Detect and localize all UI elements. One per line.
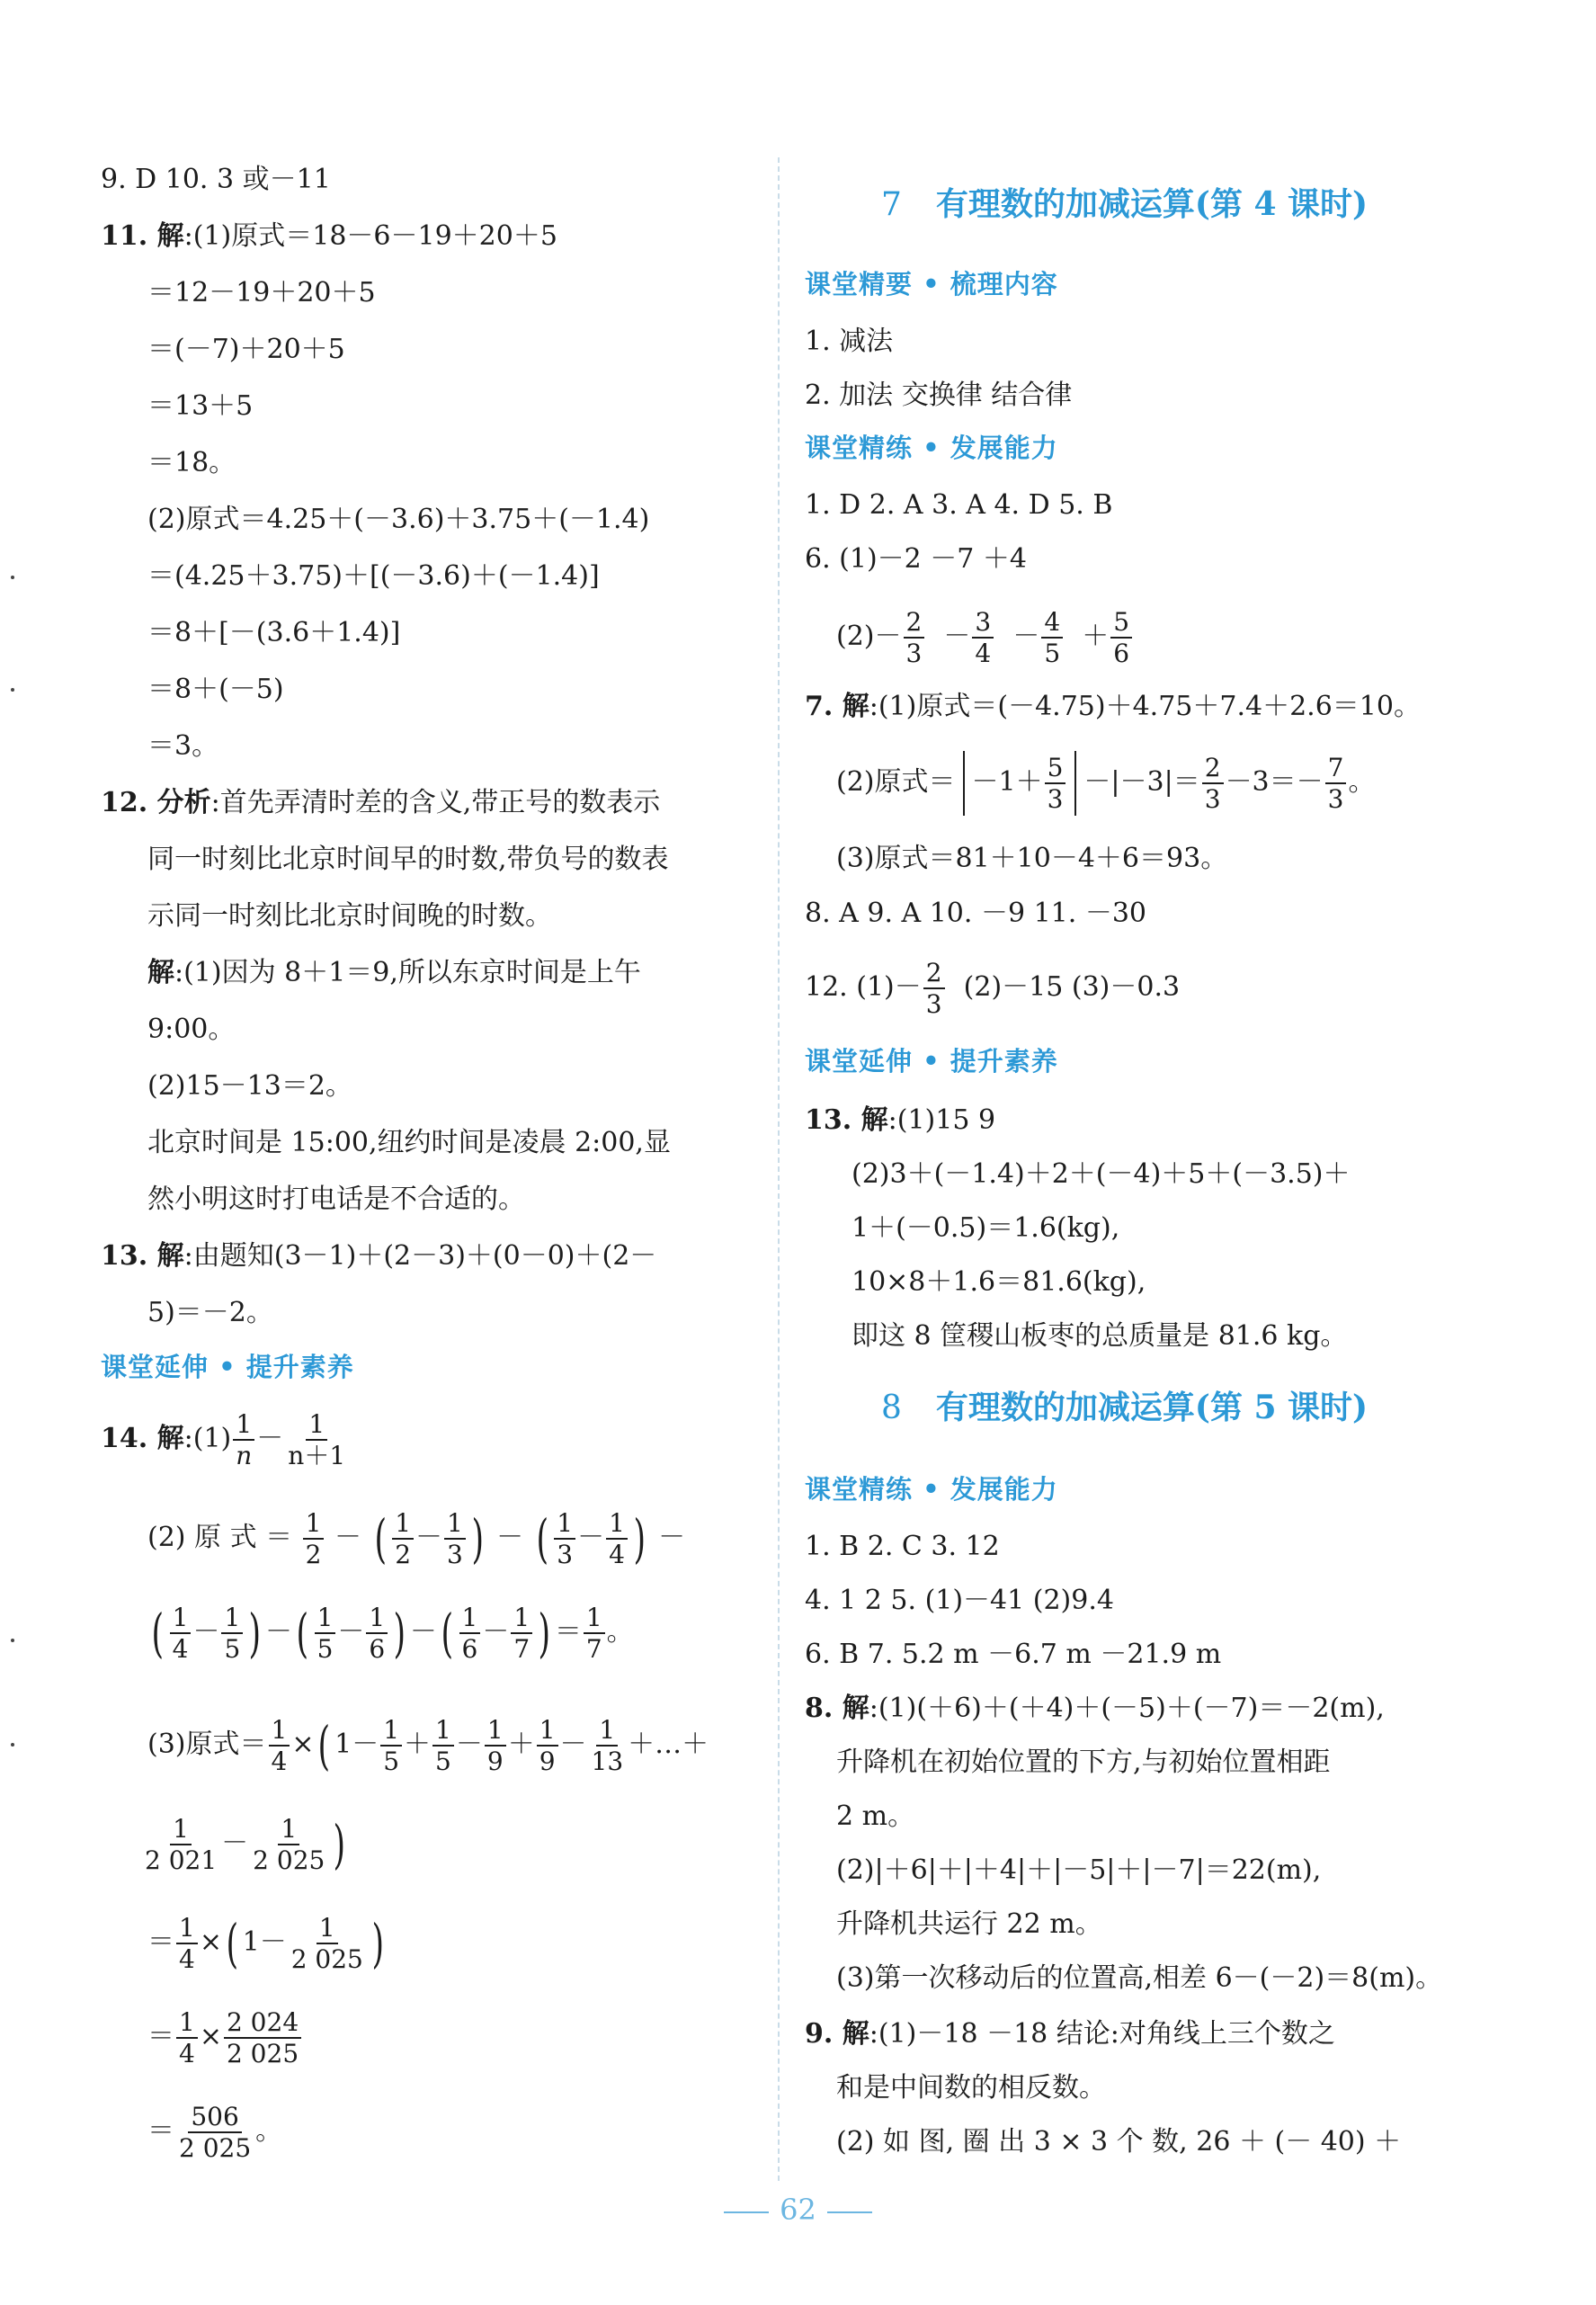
fraction: $\frac{1}{4}$ — [176, 1915, 198, 1973]
fraction: $\frac{2}{3}$ — [1202, 755, 1224, 813]
q14-part2: (2) 原 式 ＝ $\frac{1}{2}$ － ( $\frac{1}{2}$ － $\frac{1}{3}$ ) － ( $\frac{1}{3}$ － $\frac{1}{4}$ ) － — [147, 1507, 686, 1569]
q14-part3: ＝ $\frac{1}{4}$ × $\frac{2 024}{2 025}$ — [147, 2001, 303, 2073]
fraction: $\frac{506}{2 025}$ — [179, 2101, 252, 2163]
q11-step: ＝(4.25＋3.75)＋[(－3.6)＋(－1.4)] — [147, 560, 600, 592]
answer-line: 9. D 10. 3 或－11 — [101, 164, 331, 195]
fraction: $\frac{1}{7}$ — [511, 1604, 532, 1663]
q13-line: 13. 解:由题知(3－1)＋(2－3)＋(0－0)＋(2－ — [101, 1240, 657, 1272]
fraction: $\frac{1}{5}$ — [380, 1717, 402, 1775]
fraction: $\frac{2}{3}$ — [923, 960, 945, 1018]
fraction: $\frac{5}{6}$ — [1110, 609, 1132, 667]
q14-part3: ＝ $\frac{1}{4}$ ×( 1－ $\frac{1}{2 025}$ ) — [147, 1912, 384, 1974]
q13-line: 10×8＋1.6＝81.6(kg), — [851, 1266, 1146, 1298]
fraction: $\frac{1}{4}$ — [269, 1717, 290, 1775]
q14-part2: ( $\frac{1}{4}$ － $\frac{1}{5}$ ) －( $\frac{1}{5}$ － $\frac{1}{6}$ ) －( $\frac{1}{6}$ － $\frac{1}{7}$ ) ＝ $\frac{1}{7}$ 。 — [151, 1602, 634, 1664]
q9-line: (2) 如 图, 圈 出 3 × 3 个 数, 26 ＋ (－ 40) ＋ — [836, 2126, 1402, 2158]
fraction: $\frac{1}{3}$ — [444, 1510, 466, 1568]
answer-line: 2. 加法 交换律 结合律 — [805, 380, 1073, 411]
q12-line: 12. 分析:首先弄清时差的含义,带正号的数表示 — [101, 787, 661, 818]
fraction: $\frac{1}{9}$ — [537, 1717, 558, 1775]
q11-step: (2)原式＝4.25＋(－3.6)＋3.75＋(－1.4) — [147, 504, 650, 535]
answer-line: 1. 减法 — [805, 326, 894, 357]
q12-line: 然小明这时打电话是不合适的。 — [147, 1184, 525, 1215]
margin-mark — [11, 688, 14, 692]
lesson-heading: 8 有理数的加减运算(第 5 课时) — [881, 1389, 1369, 1426]
q12-line: (2)15－13＝2。 — [147, 1070, 352, 1102]
fraction: $\frac{3}{4}$ — [972, 609, 994, 667]
section-title: 课堂延伸 • 提升素养 — [805, 1046, 1058, 1077]
q13-line: 13. 解:(1)15 9 — [805, 1104, 996, 1136]
q13-line: (2)3＋(－1.4)＋2＋(－4)＋5＋(－3.5)＋ — [851, 1158, 1351, 1190]
fraction: $\frac{1}{n+1}$ — [288, 1408, 346, 1470]
section-title: 课堂精练 • 发展能力 — [805, 433, 1058, 463]
answer-line: (2)－ $\frac{2}{3}$ － $\frac{3}{4}$ － $\frac{4}{5}$ ＋ $\frac{5}{6}$ — [836, 601, 1134, 673]
fraction: $\frac{1}{6}$ — [459, 1604, 481, 1663]
q8-line: (3)第一次移动后的位置高,相差 6－(－2)＝8(m)。 — [836, 1962, 1443, 1994]
q14-part1: 14. 解:(1) $\frac{1}{n}$ － $\frac{1}{n+1}$ — [101, 1407, 350, 1470]
q11-step: ＝12－19＋20＋5 — [147, 277, 376, 308]
answer-line: 6. B 7. 5.2 m －6.7 m －21.9 m — [805, 1639, 1222, 1670]
column-divider — [778, 157, 780, 2181]
fraction: $\frac{1}{3}$ — [554, 1510, 575, 1568]
q14-part3: (3)原式＝ $\frac{1}{4}$ ×( 1－ $\frac{1}{5}$ ＋ $\frac{1}{5}$ － $\frac{1}{9}$ ＋ $\frac{1}{9}$ － $\frac{1}{13}$ ＋…＋ — [147, 1714, 709, 1776]
q8-line: (2)|＋6|＋|＋4|＋|－5|＋|－7|＝22(m), — [836, 1854, 1322, 1886]
fraction: $\frac{2 024}{2 025}$ — [224, 2009, 301, 2068]
q8-line: 2 m。 — [836, 1800, 915, 1832]
fraction: $\frac{7}{3}$ — [1325, 755, 1347, 813]
fraction: $\frac{5}{3}$ — [1045, 755, 1066, 813]
fraction: $\frac{1}{5}$ — [221, 1604, 243, 1663]
q13-line: 即这 8 筐稷山板枣的总质量是 81.6 kg。 — [851, 1320, 1348, 1352]
q11-step: ＝18。 — [147, 447, 236, 478]
q8-line: 升降机共运行 22 m。 — [836, 1908, 1102, 1940]
margin-mark — [11, 576, 14, 579]
fraction: $\frac{1}{4}$ — [176, 2009, 198, 2068]
answer-line: 1. B 2. C 3. 12 — [805, 1531, 1000, 1562]
q14-part3: ＝ $\frac{506}{2 025}$ 。 — [147, 2101, 283, 2163]
fraction: $\frac{1}{5}$ — [432, 1717, 454, 1775]
q8-line: 升降机在初始位置的下方,与初始位置相距 — [836, 1747, 1331, 1778]
answer-line: 6. (1)－2 －7 ＋4 — [805, 543, 1027, 575]
lesson-heading: 7 有理数的加减运算(第 4 课时) — [881, 185, 1369, 223]
q9-line: 9. 解:(1)－18 －18 结论:对角线上三个数之 — [805, 2018, 1335, 2050]
margin-mark — [11, 1639, 14, 1642]
q11-step: ＝(－7)＋20＋5 — [147, 334, 345, 365]
answer-line: 1. D 2. A 3. A 4. D 5. B — [805, 489, 1113, 521]
q11-line: 11. 解:(1)原式＝18－6－19＋20＋5 — [101, 220, 557, 252]
q12-line: 同一时刻比北京时间早的时数,带负号的数表 — [147, 844, 669, 875]
fraction: $\frac{2}{3}$ — [904, 609, 925, 667]
section-title: 课堂精练 • 发展能力 — [805, 1474, 1058, 1505]
q12-line: 北京时间是 15:00,纽约时间是凌晨 2:00,显 — [147, 1127, 671, 1158]
fraction: $\frac{4}{5}$ — [1041, 609, 1063, 667]
fraction: $\frac{1}{4}$ — [170, 1604, 192, 1663]
fraction: $\frac{1}{2 021}$ — [145, 1813, 218, 1875]
fraction: $\frac{1}{5}$ — [315, 1604, 336, 1663]
q7-line: (2)原式＝ －1＋ $\frac{5}{3}$ －|－3|＝ $\frac{2}{3}$ －3＝－ $\frac{7}{3}$ 。 — [836, 752, 1376, 814]
q11-step: ＝13＋5 — [147, 390, 254, 422]
answer-line: 12. (1)－ $\frac{2}{3}$ (2)－15 (3)－0.3 — [805, 957, 1181, 1019]
q11-step: ＝3。 — [147, 730, 219, 762]
q14-part3: $\frac{1}{2 021}$ － $\frac{1}{2 025}$ ) — [140, 1808, 350, 1880]
answer-line: 8. A 9. A 10. －9 11. －30 — [805, 898, 1147, 929]
fraction: $\frac{1}{6}$ — [366, 1604, 388, 1663]
q12-line: 示同一时刻比北京时间晚的时数。 — [147, 900, 552, 932]
q12-line: 解:(1)因为 8＋1＝9,所以东京时间是上午 — [147, 957, 641, 988]
fraction: $\frac{1}{2}$ — [392, 1510, 414, 1568]
q12-line: 9:00。 — [147, 1014, 236, 1045]
q7-line: (3)原式＝81＋10－4＋6＝93。 — [836, 843, 1228, 874]
q13-line: 1＋(－0.5)＝1.6(kg), — [851, 1212, 1120, 1244]
fraction: $\frac{1}{9}$ — [485, 1717, 506, 1775]
fraction: $\frac{1}{13}$ — [591, 1714, 624, 1776]
fraction: $\frac{1}{n}$ — [233, 1411, 254, 1470]
section-title: 课堂延伸 • 提升素养 — [101, 1352, 354, 1382]
q11-step: ＝8＋(－5) — [147, 674, 284, 705]
page-number: 62 — [0, 2193, 1596, 2227]
fraction: $\frac{1}{7}$ — [584, 1604, 605, 1663]
fraction: $\frac{1}{4}$ — [606, 1510, 628, 1568]
q7-line: 7. 解:(1)原式＝(－4.75)＋4.75＋7.4＋2.6＝10。 — [805, 691, 1421, 722]
q13-line: 5)＝－2。 — [147, 1297, 273, 1328]
answer-line: 4. 1 2 5. (1)－41 (2)9.4 — [805, 1585, 1114, 1616]
q11-step: ＝8＋[－(3.6＋1.4)] — [147, 617, 401, 648]
q8-line: 8. 解:(1)(＋6)＋(＋4)＋(－5)＋(－7)＝－2(m), — [805, 1693, 1385, 1724]
fraction: $\frac{1}{2 025}$ — [290, 1912, 363, 1974]
fraction: $\frac{1}{2 025}$ — [253, 1813, 325, 1875]
margin-mark — [11, 1743, 14, 1747]
fraction: $\frac{1}{2}$ — [303, 1510, 325, 1568]
section-title: 课堂精要 • 梳理内容 — [805, 269, 1058, 299]
q9-line: 和是中间数的相反数。 — [836, 2072, 1106, 2104]
